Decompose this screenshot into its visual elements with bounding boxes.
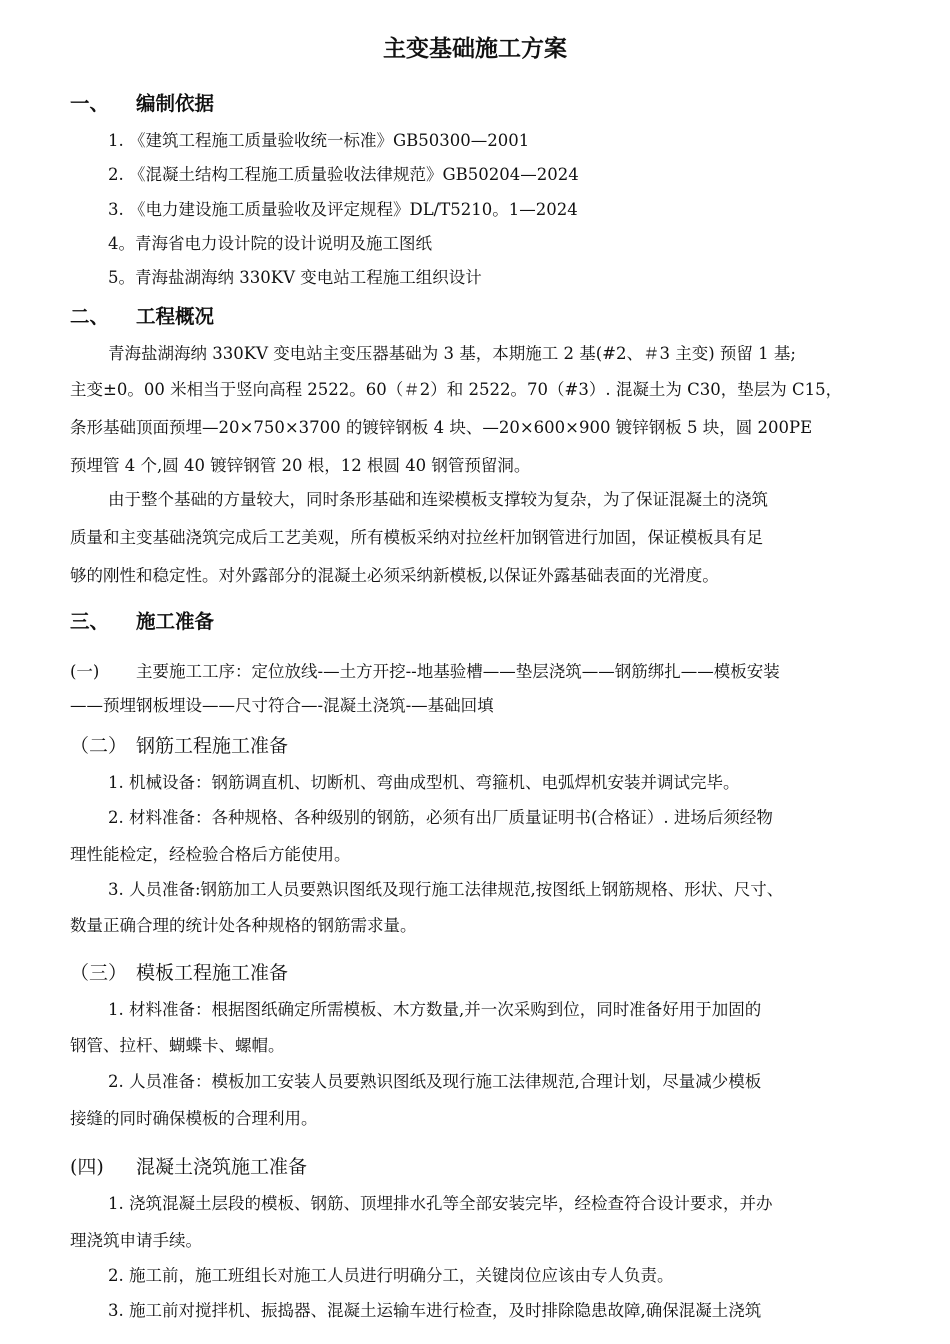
subsection-title: 混凝土浇筑施工准备 xyxy=(136,1156,308,1178)
section-number: 一、 xyxy=(70,92,110,115)
subsection-heading-4 xyxy=(70,1152,307,1179)
list-item: 1. 材料准备：根据图纸确定所需模板、木方数量,并一次采购到位，同时准备好用于加固的 xyxy=(108,1000,762,1019)
paragraph-line: 主要施工工序：定位放线-—土方开挖--地基验槽——垫层浇筑——钢筋绑扎——模板安装 xyxy=(136,662,780,681)
paragraph-line: 质量和主变基础浇筑完成后工艺美观，所有模板采纳对拉丝杆加钢管进行加固，保证模板具有足 xyxy=(70,528,763,547)
paragraph-line: 主变±0。00 米相当于竖向高程 2522。60（＃2）和 2522。70（#3）. 混凝土为 C30，垫层为 C15， xyxy=(70,380,843,399)
paragraph-line: ——预埋钢板埋设——尺寸符合—-混凝土浇筑-—基础回填 xyxy=(70,696,494,715)
paragraph-line: 由于整个基础的方量较大，同时条形基础和连梁模板支撑较为复杂，为了保证混凝土的浇筑 xyxy=(108,490,768,509)
list-item: 2. 施工前，施工班组长对施工人员进行明确分工，关键岗位应该由专人负责。 xyxy=(108,1266,674,1285)
list-item-continuation: 钢管、拉杆、蝴蝶卡、螺帽。 xyxy=(70,1036,285,1055)
list-item-continuation: 接缝的同时确保模板的合理利用。 xyxy=(70,1109,318,1128)
list-item: 2. 《混凝土结构工程施工质量验收法律规范》GB50204—2024 xyxy=(108,165,579,184)
paragraph-line: 预埋管 4 个,圆 40 镀锌钢管 20 根，12 根圆 40 钢管预留洞。 xyxy=(70,456,531,475)
document-title: 主变基础施工方案 xyxy=(383,36,567,62)
list-item: 4。青海省电力设计院的设计说明及施工图纸 xyxy=(108,234,432,253)
list-item-continuation: 数量正确合理的统计处各种规格的钢筋需求量。 xyxy=(70,916,417,935)
list-item: 3. 施工前对搅拌机、振捣器、混凝土运输车进行检查，及时排除隐患故障,确保混凝土浇筑 xyxy=(108,1301,762,1320)
list-item: 2. 人员准备：模板加工安装人员要熟识图纸及现行施工法律规范,合理计划，尽量减少模板 xyxy=(108,1072,762,1091)
section-title: 编制依据 xyxy=(136,92,215,115)
section-heading-3 xyxy=(70,606,214,634)
list-item: 3. 人员准备:钢筋加工人员要熟识图纸及现行施工法律规范,按图纸上钢筋规格、形状、尺寸、 xyxy=(108,880,784,899)
subsection-number: （三） xyxy=(70,962,128,984)
subsection-title: 钢筋工程施工准备 xyxy=(136,735,289,757)
section-number: 三、 xyxy=(70,610,110,633)
section-heading-2 xyxy=(70,301,214,329)
paragraph-line: 青海盐湖海纳 330KV 变电站主变压器基础为 3 基，本期施工 2 基(#2、＃3 主变) 预留 1 基; xyxy=(108,344,796,363)
list-item: 3. 《电力建设施工质量验收及评定规程》DL/T5210。1—2024 xyxy=(108,200,578,219)
paragraph-line: 够的刚性和稳定性。对外露部分的混凝土必须采纳新模板,以保证外露基础表面的光滑度。 xyxy=(70,566,719,585)
section-title: 施工准备 xyxy=(136,610,215,633)
subsection-1 xyxy=(70,658,780,682)
list-item-continuation: 理性能检定，经检验合格后方能使用。 xyxy=(70,845,351,864)
subsection-heading-3 xyxy=(70,958,288,985)
paragraph-line: 条形基础顶面预埋—20×750×3700 的镀锌钢板 4 块、—20×600×900 镀锌钢板 5 块，圆 200PE xyxy=(70,418,813,437)
subsection-number: （二） xyxy=(70,735,128,757)
list-item: 2. 材料准备：各种规格、各种级别的钢筋，必须有出厂质量证明书(合格证）. 进场后须经物 xyxy=(108,808,773,827)
subsection-number: (一) xyxy=(70,662,100,681)
section-title: 工程概况 xyxy=(136,305,215,328)
list-item: 5。青海盐湖海纳 330KV 变电站工程施工组织设计 xyxy=(108,268,482,287)
list-item: 1. 机械设备：钢筋调直机、切断机、弯曲成型机、弯箍机、电弧焊机安装并调试完毕。 xyxy=(108,773,740,792)
list-item: 1. 浇筑混凝土层段的模板、钢筋、顶埋排水孔等全部安装完毕，经检查符合设计要求，并办 xyxy=(108,1194,773,1213)
subsection-title: 模板工程施工准备 xyxy=(136,962,289,984)
section-heading-1 xyxy=(70,88,214,116)
list-item: 1. 《建筑工程施工质量验收统一标准》GB50300—2001 xyxy=(108,131,530,150)
list-item-continuation: 理浇筑申请手续。 xyxy=(70,1231,202,1250)
section-number: 二、 xyxy=(70,305,110,328)
subsection-heading-2 xyxy=(70,731,288,758)
subsection-number: (四) xyxy=(70,1156,104,1178)
